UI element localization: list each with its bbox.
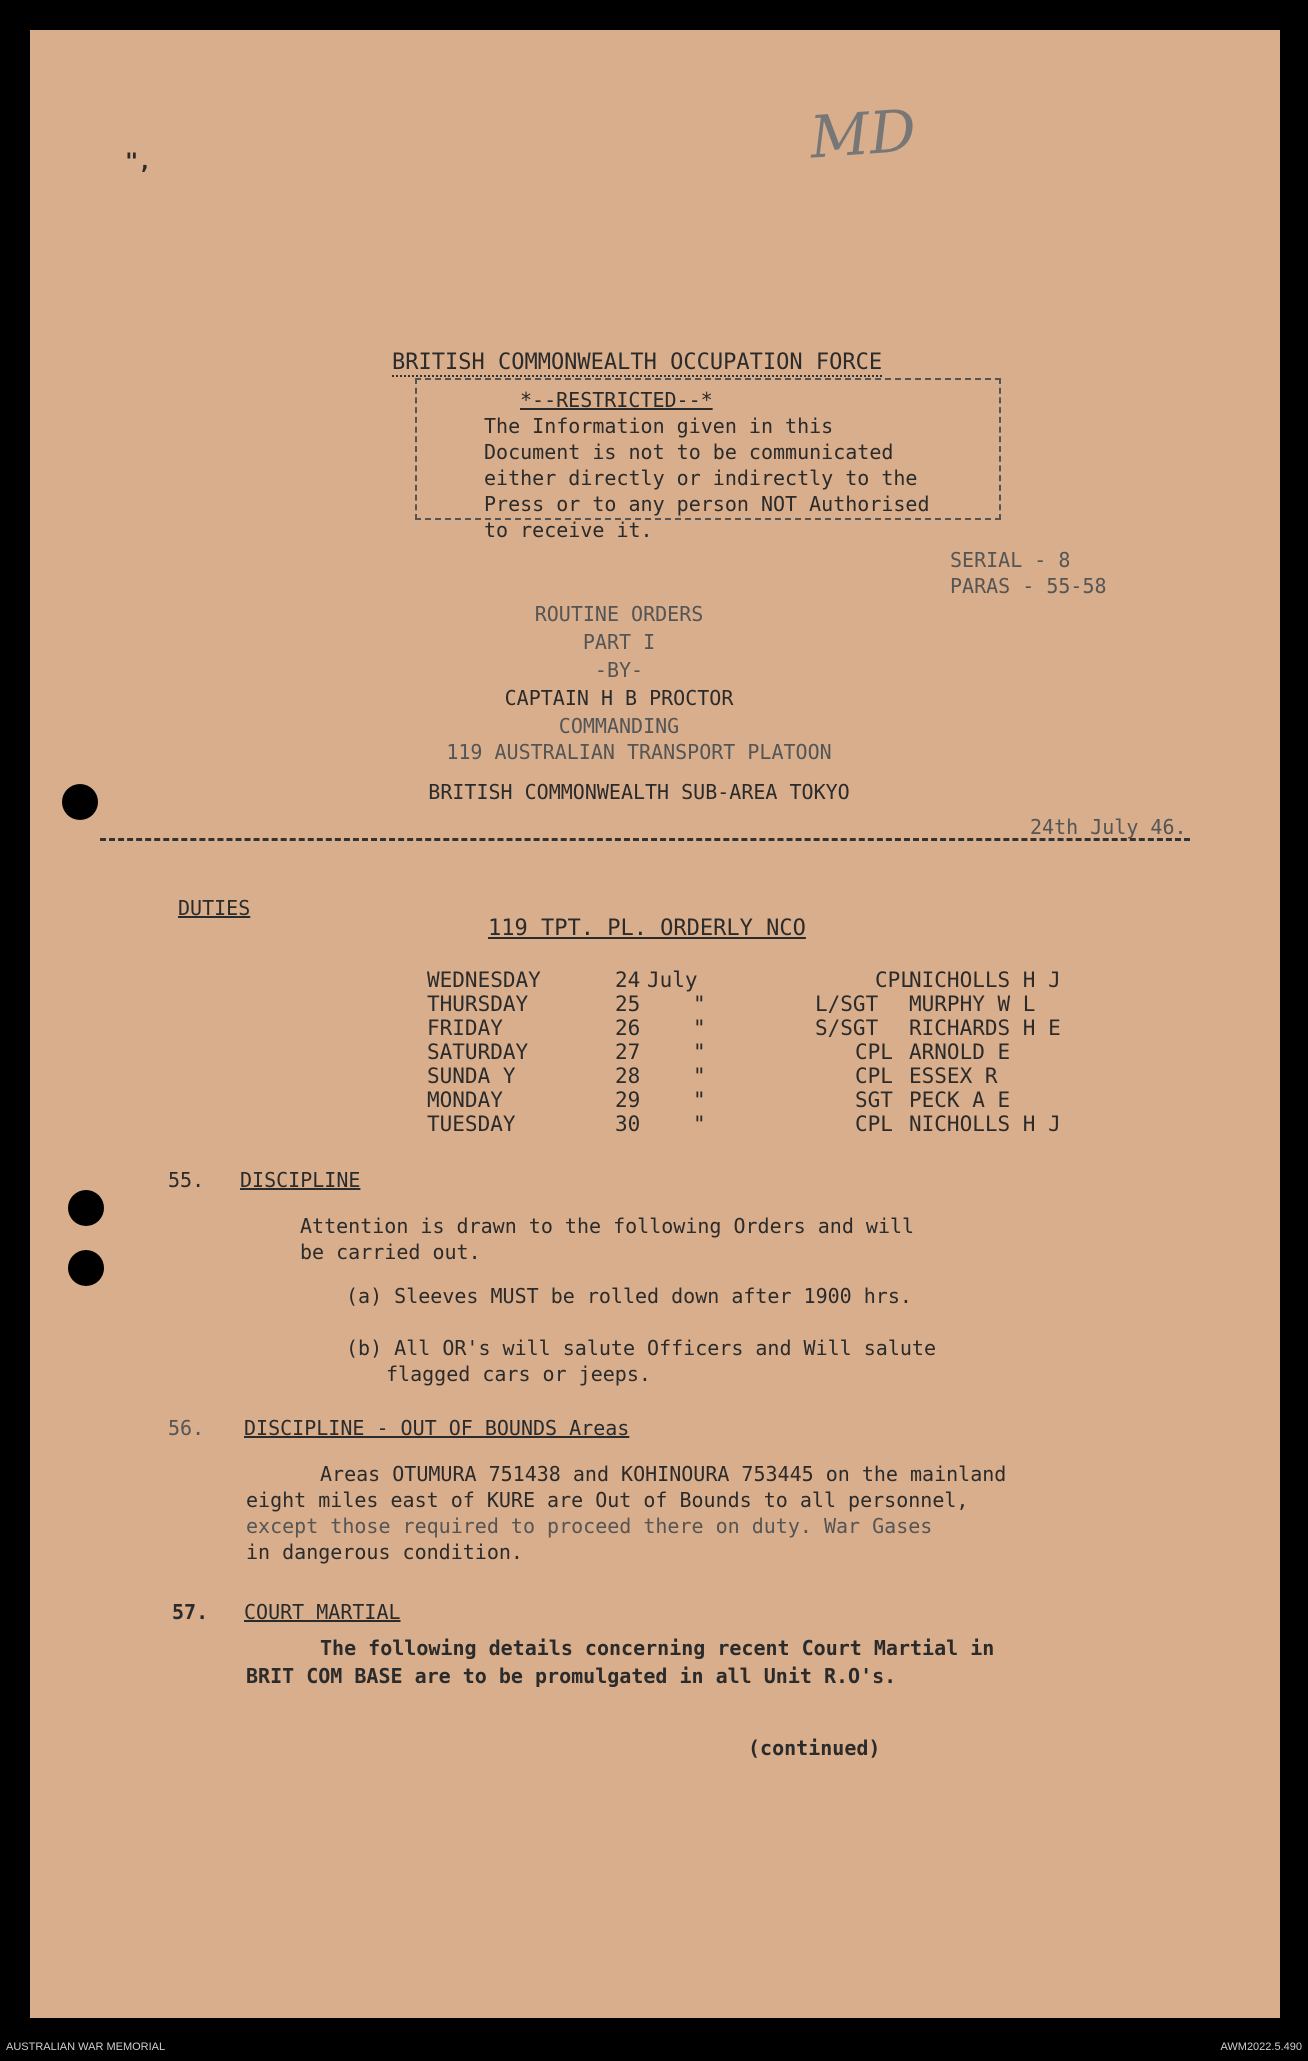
para-heading: DISCIPLINE <box>240 1168 361 1192</box>
continued-note: (continued) <box>748 1736 881 1760</box>
restricted-line: to receive it. <box>484 518 653 542</box>
footer-left: AUSTRALIAN WAR MEMORIAL <box>6 2041 166 2053</box>
document-date: 24th July 46. <box>1030 815 1187 839</box>
para-number: 57. <box>172 1600 209 1624</box>
title-line: COMMANDING <box>558 714 680 738</box>
para-item: (b) All OR's will salute Officers and Will salute <box>346 1336 937 1360</box>
para-number: 56. <box>168 1416 205 1440</box>
para-text: except those required to proceed there on duty. War Gases <box>246 1514 933 1538</box>
para-item: flagged cars or jeeps. <box>386 1362 651 1386</box>
document-page <box>30 30 1280 2018</box>
handwritten-mark: MD <box>807 96 919 172</box>
serial-number: SERIAL - 8 <box>950 548 1071 572</box>
para-text: Attention is drawn to the following Orders and will <box>300 1214 915 1238</box>
separator-line <box>100 838 1190 841</box>
title-line: PART I <box>582 630 656 654</box>
para-heading: DISCIPLINE - OUT OF BOUNDS Areas <box>244 1416 630 1440</box>
restricted-line: Document is not to be communicated <box>484 440 894 464</box>
para-number: 55. <box>168 1168 205 1192</box>
para-text: Areas OTUMURA 751438 and KOHINOURA 753445 on the mainland <box>320 1462 1007 1486</box>
title-line: CAPTAIN H B PROCTOR <box>504 686 734 710</box>
restricted-label: *--RESTRICTED--* <box>520 388 713 412</box>
paras-range: PARAS - 55-58 <box>950 574 1107 598</box>
duties-title: 119 TPT. PL. ORDERLY NCO <box>488 916 806 941</box>
sub-area: BRITISH COMMONWEALTH SUB-AREA TOKYO <box>428 780 850 804</box>
title-line: -BY- <box>594 658 644 682</box>
restricted-line: either directly or indirectly to the <box>484 466 918 490</box>
title-line: ROUTINE ORDERS <box>534 602 704 626</box>
para-text: eight miles east of KURE are Out of Bounds to all personnel, <box>246 1488 969 1512</box>
restricted-line: Press or to any person NOT Authorised <box>484 492 930 516</box>
page-mark: ", <box>125 150 152 175</box>
para-text: be carried out. <box>300 1240 481 1264</box>
document-heading: BRITISH COMMONWEALTH OCCUPATION FORCE <box>392 350 883 375</box>
para-item: (a) Sleeves MUST be rolled down after 1900 hrs. <box>346 1284 912 1308</box>
duties-label: DUTIES <box>178 896 251 920</box>
para-text: BRIT COM BASE are to be promulgated in all Unit R.O's. <box>246 1664 897 1688</box>
punch-hole <box>68 1190 104 1226</box>
title-line: 119 AUSTRALIAN TRANSPORT PLATOON <box>446 740 832 764</box>
punch-hole <box>68 1250 104 1286</box>
footer-right: AWM2022.5.490 <box>1220 2041 1302 2053</box>
para-text: in dangerous condition. <box>246 1540 523 1564</box>
restricted-line: The Information given in this <box>484 414 834 438</box>
para-text: The following details concerning recent Court Martial in <box>320 1636 995 1660</box>
para-heading: COURT MARTIAL <box>244 1600 401 1624</box>
